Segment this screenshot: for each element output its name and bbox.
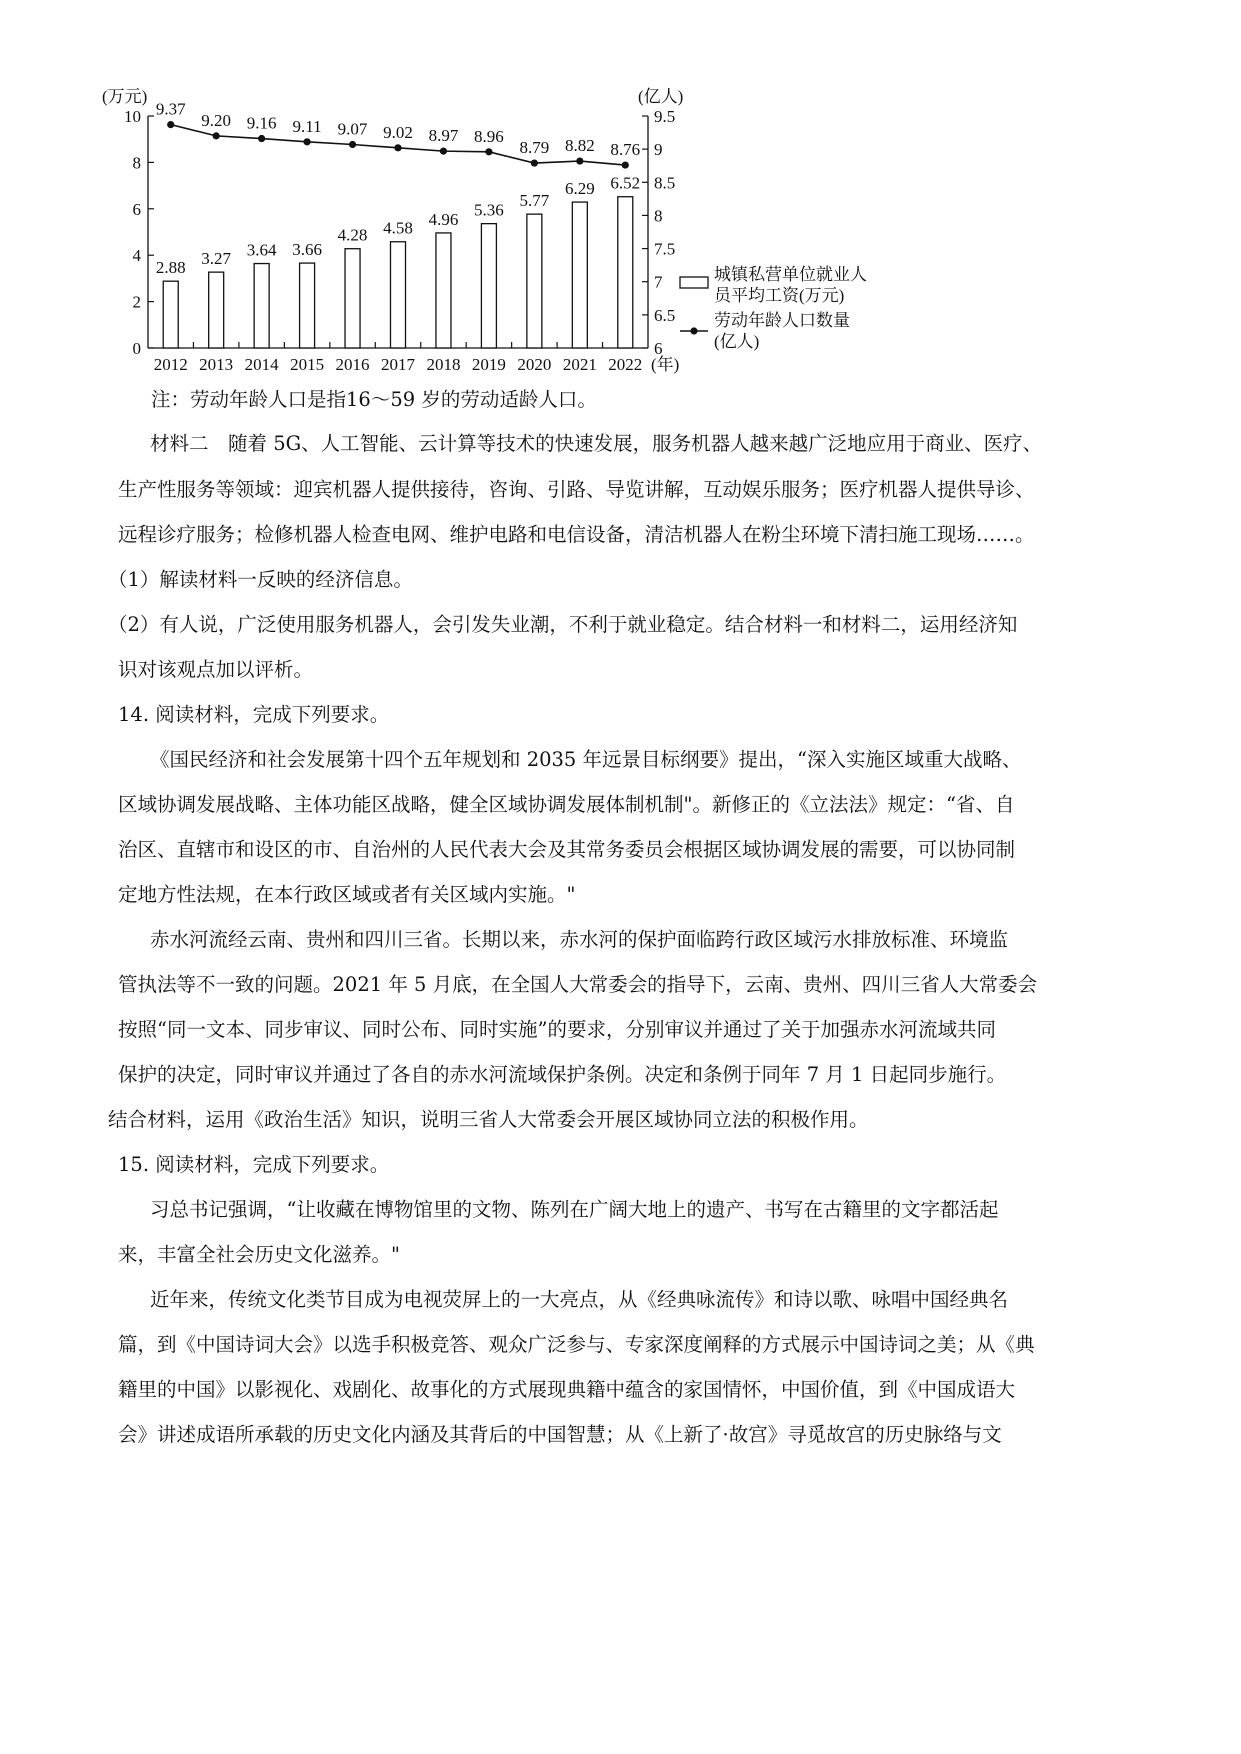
x-axis-unit: (年) bbox=[651, 355, 680, 374]
x-tick-label: 2019 bbox=[471, 355, 506, 374]
chart-legend bbox=[680, 265, 867, 351]
question-14-task: 结合材料，运用《政治生活》知识，说明三省人大常委会开展区域协同立法的积极作用。 bbox=[108, 1108, 869, 1131]
line-point bbox=[622, 161, 629, 168]
question-2-line-1: （2）有人说，广泛使用服务机器人，会引发失业潮，不利于就业稳定。结合材料一和材料二，运用经济知 bbox=[108, 613, 1018, 636]
line-point bbox=[167, 121, 174, 128]
line-value-label: 8.82 bbox=[564, 136, 595, 156]
q14-para-a-line-1: 《国民经济和社会发展第十四个五年规划和 2035 年远景目标纲要》提出，“深入实施区域重大战略、 bbox=[150, 748, 1022, 771]
legend-bar-swatch bbox=[680, 277, 708, 288]
line-value-label: 9.11 bbox=[292, 116, 322, 136]
line-value-label: 9.07 bbox=[337, 119, 368, 139]
bar-value-label: 4.28 bbox=[337, 225, 368, 245]
q14-para-b-line-2: 管执法等不一致的问题。2021 年 5 月底，在全国人大常委会的指导下，云南、贵州、四川三省人大常委会 bbox=[118, 973, 1038, 996]
legend-line-marker bbox=[690, 327, 697, 334]
x-tick-label: 2015 bbox=[290, 355, 325, 374]
line-point bbox=[440, 148, 447, 155]
x-tick-label: 2017 bbox=[381, 355, 415, 374]
bar-value-label: 2.88 bbox=[155, 258, 186, 278]
legend-line-label: 劳动年龄人口数量 bbox=[714, 311, 850, 330]
right-tick-label: 8.5 bbox=[654, 173, 676, 193]
line-point bbox=[349, 141, 356, 148]
line-value-label: 8.96 bbox=[474, 126, 504, 146]
right-tick-label: 6 bbox=[654, 339, 663, 358]
legend-bar-label: 城镇私营单位就业人 bbox=[714, 265, 867, 284]
q15-para-b-line-3: 籍里的中国》以影视化、戏剧化、故事化的方式展现典籍中蕴含的家国情怀，中国价值，到《中国成语大 bbox=[118, 1378, 1016, 1401]
q15-para-b-line-2: 篇，到《中国诗词大会》以选手积极竞答、观众广泛参与、专家深度阐释的方式展示中国诗词之美；从《典 bbox=[118, 1333, 1035, 1356]
left-tick-label: 4 bbox=[132, 246, 141, 266]
bar-value-label: 4.96 bbox=[428, 209, 459, 229]
x-tick-label: 2020 bbox=[517, 355, 552, 374]
bar bbox=[209, 272, 224, 348]
q14-para-a-line-2: 区域协调发展战略、主体功能区战略，健全区域协调发展体制机制"。新修正的《立法法》规定：“省、自 bbox=[118, 793, 1015, 816]
x-tick-label: 2012 bbox=[153, 355, 188, 374]
line-point bbox=[303, 138, 310, 145]
line-value-label: 8.76 bbox=[610, 140, 641, 160]
q14-para-b-line-1: 赤水河流经云南、贵州和四川三省。长期以来，赤水河的保护面临跨行政区域污水排放标准、环境监 bbox=[150, 928, 1009, 951]
line-value-label: 9.37 bbox=[155, 99, 186, 119]
q15-para-b-line-4: 会》讲述成语所承载的历史文化内涵及其背后的中国智慧；从《上新了·故宫》寻觅故宫的历史脉络与文 bbox=[118, 1423, 1002, 1446]
left-tick-label: 0 bbox=[132, 339, 141, 358]
right-tick-label: 7 bbox=[654, 272, 663, 292]
bar-value-label: 5.36 bbox=[474, 200, 504, 220]
x-tick-label: 2016 bbox=[335, 355, 370, 374]
line-value-label: 9.02 bbox=[383, 122, 413, 142]
right-tick-label: 9.5 bbox=[654, 107, 676, 126]
line-point bbox=[394, 144, 401, 151]
q15-para-a-line-2: 来，丰富全社会历史文化滋养。" bbox=[118, 1243, 400, 1266]
left-tick-label: 2 bbox=[132, 292, 141, 312]
line-point bbox=[485, 148, 492, 155]
left-tick-label: 8 bbox=[132, 153, 141, 173]
q14-para-a-line-4: 定地方性法规，在本行政区域或者有关区域内实施。" bbox=[118, 883, 576, 906]
question-2-line-2: 识对该观点加以评析。 bbox=[118, 658, 314, 681]
bar-series bbox=[156, 174, 640, 348]
bar-value-label: 3.64 bbox=[246, 240, 277, 260]
left-tick-label: 6 bbox=[132, 199, 141, 219]
bar-value-label: 3.27 bbox=[201, 249, 232, 269]
question-14-heading: 14. 阅读材料，完成下列要求。 bbox=[118, 703, 390, 726]
right-tick-label: 6.5 bbox=[654, 305, 676, 325]
right-axis-unit: (亿人) bbox=[638, 87, 684, 106]
legend-line-label: (亿人) bbox=[714, 332, 760, 351]
bar-value-label: 6.52 bbox=[610, 173, 641, 193]
bar-value-label: 3.66 bbox=[292, 240, 322, 260]
right-tick-label: 7.5 bbox=[654, 239, 676, 259]
line-series bbox=[156, 100, 640, 169]
right-tick-label: 9 bbox=[654, 140, 663, 160]
line-value-label: 9.16 bbox=[246, 113, 277, 133]
bar-value-label: 6.29 bbox=[564, 179, 595, 199]
chart-note: 注：劳动年龄人口是指16～59 岁的劳动适龄人口。 bbox=[151, 388, 597, 411]
bar bbox=[300, 263, 315, 348]
line-point bbox=[258, 135, 265, 142]
q14-para-b-line-3: 按照“同一文本、同步审议、同时公布、同时实施”的要求，分别审议并通过了关于加强赤水河流域共同 bbox=[118, 1018, 996, 1041]
x-tick-label: 2014 bbox=[244, 355, 279, 374]
bar-value-label: 4.58 bbox=[383, 218, 413, 238]
bar bbox=[527, 214, 542, 348]
line-value-label: 8.79 bbox=[519, 138, 550, 158]
bar bbox=[163, 281, 178, 348]
x-tick-label: 2022 bbox=[608, 355, 643, 374]
q15-para-b-line-1: 近年来，传统文化类节目成为电视荧屏上的一大亮点，从《经典咏流传》和诗以歌、咏唱中国经典名 bbox=[150, 1288, 1009, 1311]
q14-para-b-line-4: 保护的决定，同时审议并通过了各自的赤水河流域保护条例。决定和条例于同年 7 月 1 日起同步施行。 bbox=[118, 1063, 1007, 1086]
bar bbox=[572, 202, 587, 348]
bar bbox=[481, 224, 496, 348]
bar bbox=[254, 264, 269, 348]
x-tick-label: 2018 bbox=[426, 355, 461, 374]
line-point bbox=[531, 159, 538, 166]
legend-bar-label: 员平均工资(万元) bbox=[714, 286, 845, 305]
chart bbox=[100, 85, 1000, 425]
q15-para-a-line-1: 习总书记强调，“让收藏在博物馆里的文物、陈列在广阔大地上的遗产、书写在古籍里的文字都活起 bbox=[150, 1198, 999, 1221]
bar bbox=[391, 242, 406, 348]
material-two-line-1: 材料二 随着 5G、人工智能、云计算等技术的快速发展，服务机器人越来越广泛地应用于商业、医疗、 bbox=[150, 432, 1043, 455]
bar bbox=[345, 249, 360, 348]
left-tick-label: 10 bbox=[124, 107, 141, 126]
line-value-label: 9.20 bbox=[201, 110, 232, 130]
x-tick-label: 2021 bbox=[562, 355, 597, 374]
bar bbox=[618, 197, 633, 348]
left-axis-unit: (万元) bbox=[102, 87, 148, 106]
line-point bbox=[576, 157, 583, 164]
question-1: （1）解读材料一反映的经济信息。 bbox=[108, 568, 413, 591]
q14-para-a-line-3: 治区、直辖市和设区的市、自治州的人民代表大会及其常务委员会根据区域协调发展的需要，可以协同制 bbox=[118, 838, 1016, 861]
material-two-line-2: 生产性服务等领域：迎宾机器人提供接待，咨询、引路、导览讲解，互动娱乐服务；医疗机器人提供导诊、 bbox=[118, 478, 1035, 501]
question-15-heading: 15. 阅读材料，完成下列要求。 bbox=[118, 1153, 390, 1176]
right-tick-label: 8 bbox=[654, 206, 663, 226]
bar-value-label: 5.77 bbox=[519, 191, 550, 211]
material-two-line-3: 远程诊疗服务；检修机器人检查电网、维护电路和电信设备，清洁机器人在粉尘环境下清扫施工现场……。 bbox=[118, 523, 1035, 546]
line-point bbox=[213, 132, 220, 139]
line-value-label: 8.97 bbox=[428, 126, 459, 146]
bar bbox=[436, 233, 451, 348]
x-tick-label: 2013 bbox=[199, 355, 234, 374]
